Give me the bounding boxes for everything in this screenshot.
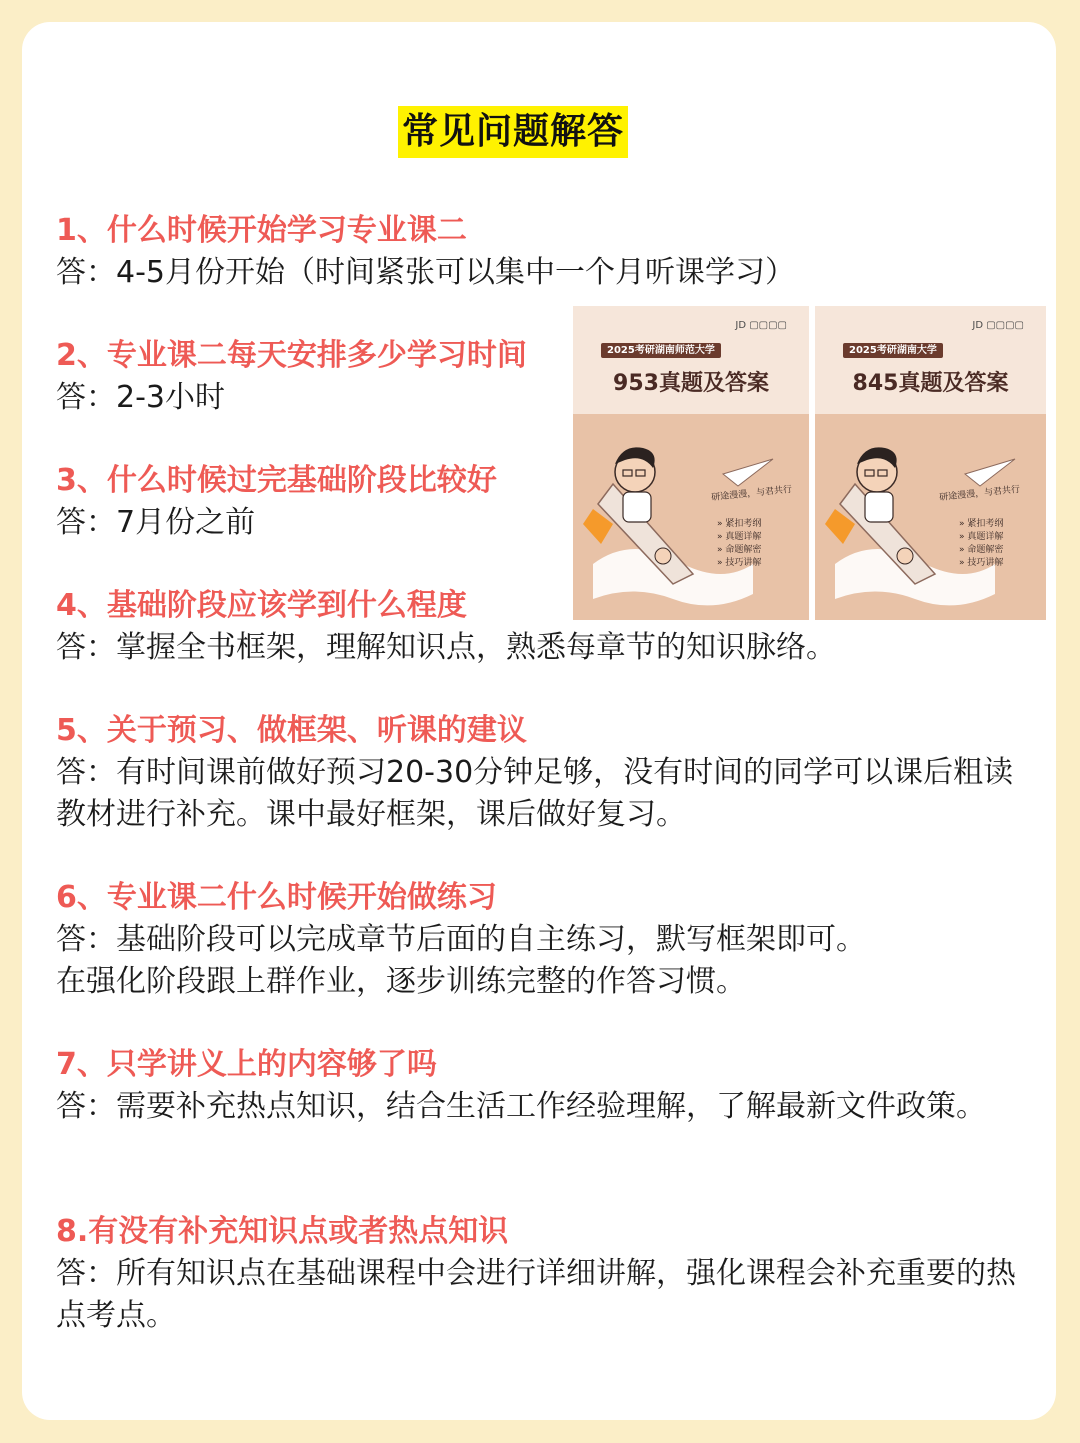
book-cover-header	[815, 306, 1046, 414]
faq-question-1: 1、什么时候开始学习专业课二	[56, 213, 467, 248]
book-tag: 2025考研湖南师范大学	[601, 343, 721, 358]
faq-question-5: 5、关于预习、做框架、听课的建议	[56, 713, 527, 748]
faq-question-3: 3、什么时候过完基础阶段比较好	[56, 463, 497, 498]
book-tag: 2025考研湖南大学	[843, 343, 943, 358]
book-cover-845	[815, 306, 1046, 620]
publisher-logo: JD ▢▢▢▢	[972, 320, 1024, 331]
faq-question-6: 6、专业课二什么时候开始做练习	[56, 880, 497, 915]
book-cover-header	[573, 306, 809, 414]
faq-answer-8: 答：所有知识点在基础课程中会进行详细讲解，强化课程会补充重要的热点考点。	[56, 1256, 1016, 1333]
book-feature: » 技巧讲解	[717, 558, 762, 568]
publisher-logo: JD ▢▢▢▢	[735, 320, 787, 331]
book-feature-list	[717, 518, 761, 570]
book-title: 953真题及答案	[613, 371, 769, 396]
book-title: 845真题及答案	[852, 371, 1009, 396]
faq-answer-6-extra: 在强化阶段跟上群作业，逐步训练完整的作答习惯。	[56, 964, 746, 999]
book-feature: » 真题详解	[959, 532, 1004, 542]
faq-answer-3: 答：7月份之前	[56, 505, 256, 540]
faq-question-4: 4、基础阶段应该学到什么程度	[56, 588, 467, 623]
book-feature-list	[959, 518, 1003, 570]
faq-answer-4: 答：掌握全书框架，理解知识点，熟悉每章节的知识脉络。	[56, 630, 836, 665]
faq-answer-7: 答：需要补充热点知识，结合生活工作经验理解，了解最新文件政策。	[56, 1089, 986, 1124]
faq-question-2: 2、专业课二每天安排多少学习时间	[56, 338, 527, 373]
faq-answer-6: 答：基础阶段可以完成章节后面的自主练习，默写框架即可。	[56, 922, 866, 957]
faq-answer-2: 答：2-3小时	[56, 380, 225, 415]
faq-answer-1: 答：4-5月份开始（时间紧张可以集中一个月听课学习）	[56, 255, 795, 290]
book-feature: » 命题解密	[717, 545, 762, 555]
cartoon-rocket-illustration	[815, 414, 1046, 620]
faq-answer-5: 答：有时间课前做好预习20-30分钟足够，没有时间的同学可以课后粗读教材进行补充。课中最好框架，课后做好复习。	[56, 755, 1014, 832]
cartoon-rocket-illustration	[573, 414, 809, 620]
book-feature: » 命题解密	[959, 545, 1004, 555]
book-feature: » 技巧讲解	[959, 558, 1004, 568]
book-slogan: 研途漫漫，与君共行	[710, 484, 793, 504]
book-feature: » 紧扣考纲	[717, 519, 762, 529]
book-slogan: 研途漫漫，与君共行	[938, 484, 1021, 504]
faq-question-7: 7、只学讲义上的内容够了吗	[56, 1047, 437, 1082]
page-title: 常见问题解答	[398, 106, 628, 158]
book-feature: » 真题详解	[717, 532, 762, 542]
faq-question-8: 8.有没有补充知识点或者热点知识	[56, 1214, 509, 1249]
book-cover-953	[573, 306, 809, 620]
book-feature: » 紧扣考纲	[959, 519, 1004, 529]
